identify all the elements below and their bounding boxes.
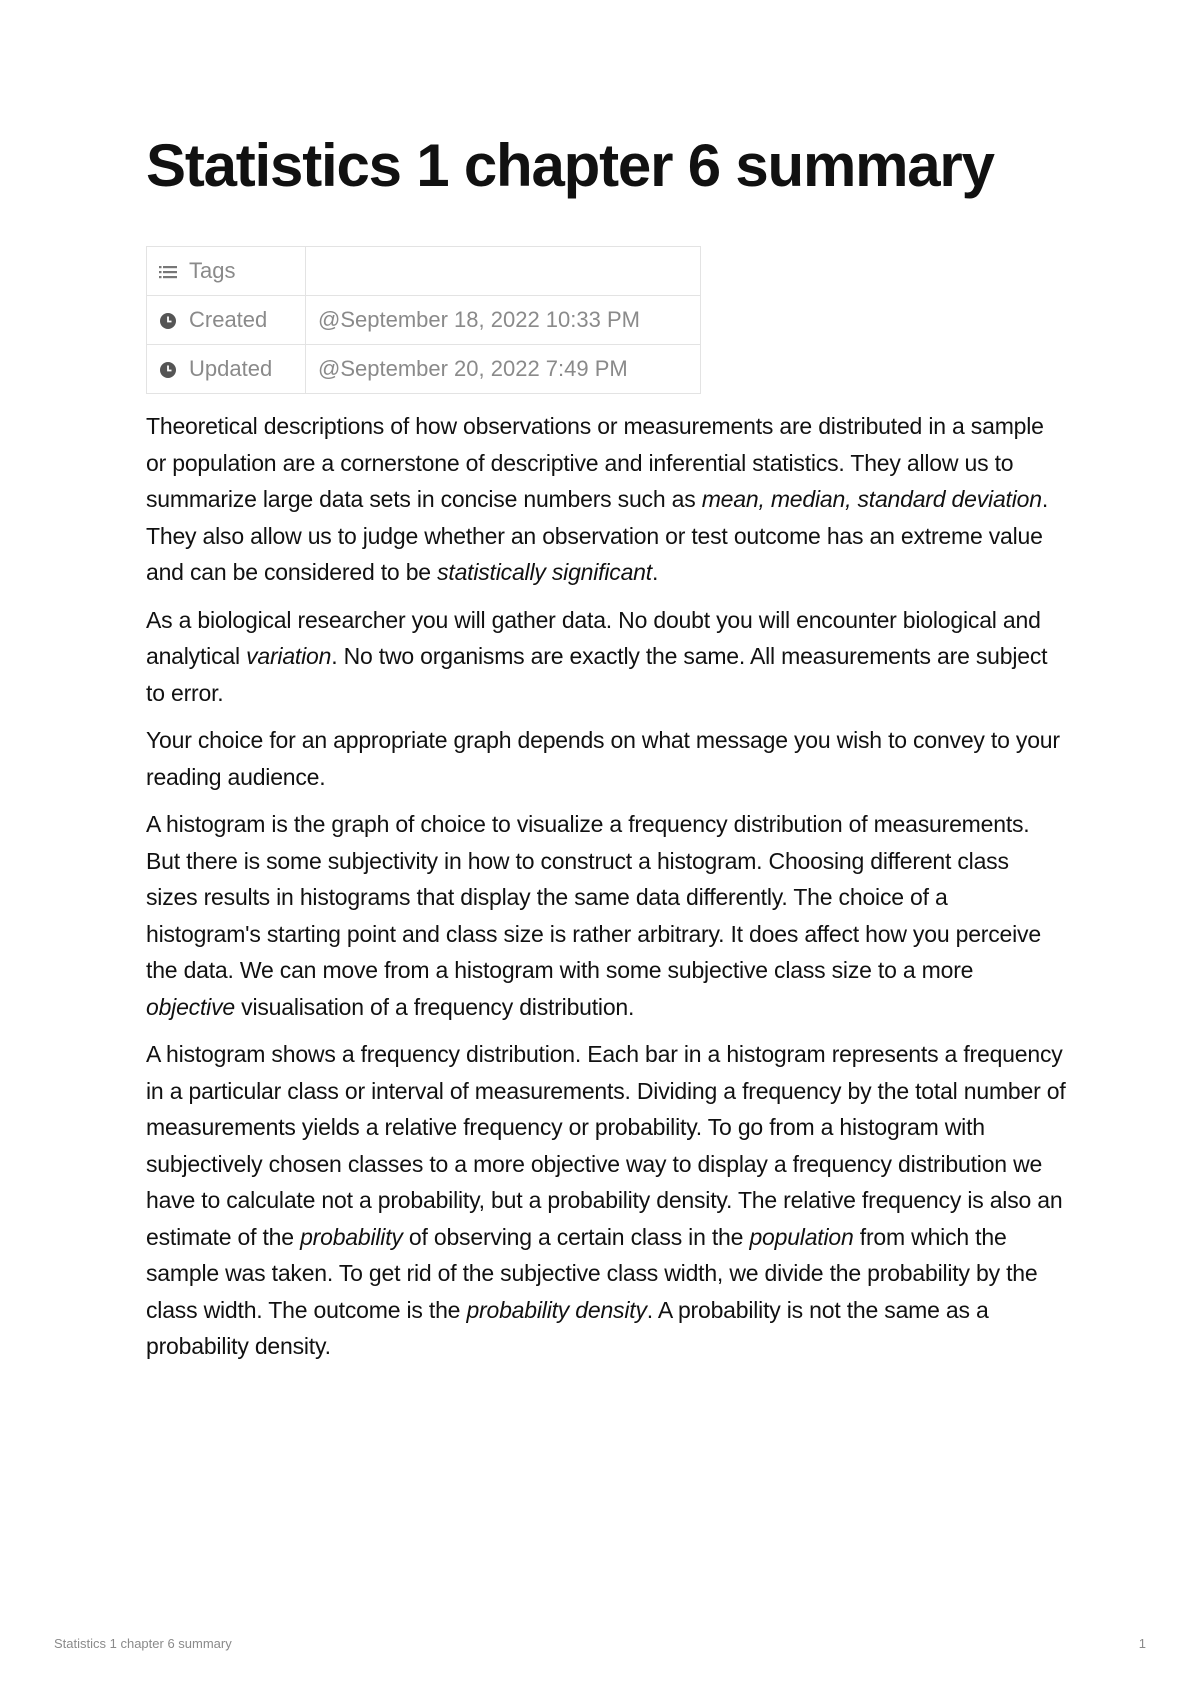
paragraph-text: A histogram shows a frequency distribution. Each bar in a histogram represents a frequency in a particular class or interval of measurements. Dividing a frequency by the total number of measurements yields a relative frequency or probability. To go from a histogram with subjectively chosen classes to a more objective way to display a frequency distribution we have to calculate not a probability, but a probability density. The relative frequency is also an estimate of the (146, 1041, 1066, 1250)
footer-page-number: 1 (1138, 1636, 1146, 1651)
property-row-created (147, 296, 701, 345)
paragraph-emphasis: objective (146, 993, 235, 1020)
property-key-label: Created (189, 307, 268, 332)
paragraph-text: . A probability is not the same as a probability density. (146, 1296, 989, 1359)
properties-table (146, 246, 701, 394)
list-icon (159, 265, 177, 279)
paragraph-text: . No two organisms are exactly the same. All measurements are subject to error. (146, 643, 1048, 706)
property-key-cell (147, 345, 306, 394)
paragraph-emphasis: probability (300, 1223, 403, 1250)
clock-icon (159, 361, 177, 379)
property-row-updated (147, 345, 701, 394)
paragraph (146, 806, 1066, 1025)
paragraph-emphasis: statistically significant (437, 559, 652, 585)
paragraph-text: Theoretical descriptions of how observations or measurements are distributed in a sample or population are a cornerstone of descriptive and inferential statistics. They allow us to summarize large data sets in concise numbers such as (146, 413, 1044, 512)
document-body (146, 408, 1066, 1365)
paragraph-text: from which the sample was taken. To get rid of the subjective class width, we divide the probability by the class width. The outcome is the (146, 1223, 1038, 1323)
property-key-label: Tags (189, 258, 236, 283)
paragraph-text: of observing a certain class in the (402, 1223, 750, 1250)
page-title: Statistics 1 chapter 6 summary (146, 132, 994, 199)
property-key-cell (147, 247, 306, 296)
page-footer (54, 1636, 1146, 1651)
paragraph (146, 722, 1066, 795)
property-value-created: @September 18, 2022 10:33 PM (306, 296, 701, 345)
property-key-cell (147, 296, 306, 345)
paragraph-text: visualisation of a frequency distribution. (234, 993, 635, 1020)
paragraph (146, 1036, 1066, 1365)
paragraph-text: Your choice for an appropriate graph depends on what message you wish to convey to your reading audience. (146, 727, 1060, 790)
footer-document-title: Statistics 1 chapter 6 summary (54, 1636, 232, 1651)
paragraph (146, 602, 1066, 712)
clock-icon (159, 312, 177, 330)
property-key-label: Updated (189, 356, 273, 381)
paragraph-text: A histogram is the graph of choice to visualize a frequency distribution of measurements. But there is some subjectivity in how to construct a histogram. Choosing different class sizes results in histograms that display the same data differently. The choice of a histogram's starting point and class size is rather arbitrary. It does affect how you perceive the data. We can move from a histogram with some subjective class size to a more (146, 811, 1041, 983)
paragraph-text: As a biological researcher you will gather data. No doubt you will encounter biological and analytical (146, 606, 1041, 669)
paragraph-emphasis: mean, median, standard deviation (701, 486, 1042, 512)
property-value-updated: @September 20, 2022 7:49 PM (306, 345, 701, 394)
property-value-tags[interactable] (306, 247, 701, 296)
paragraph-emphasis: probability density (466, 1296, 647, 1323)
paragraph-emphasis: population (749, 1223, 854, 1250)
paragraph-text: . (651, 559, 659, 585)
paragraph-emphasis: variation (246, 643, 332, 669)
document-page (146, 130, 1066, 1376)
property-row-tags (147, 247, 701, 296)
paragraph (146, 408, 1066, 591)
paragraph-text: . They also allow us to judge whether an observation or test outcome has an extreme value and can be considered to be (146, 486, 1049, 585)
